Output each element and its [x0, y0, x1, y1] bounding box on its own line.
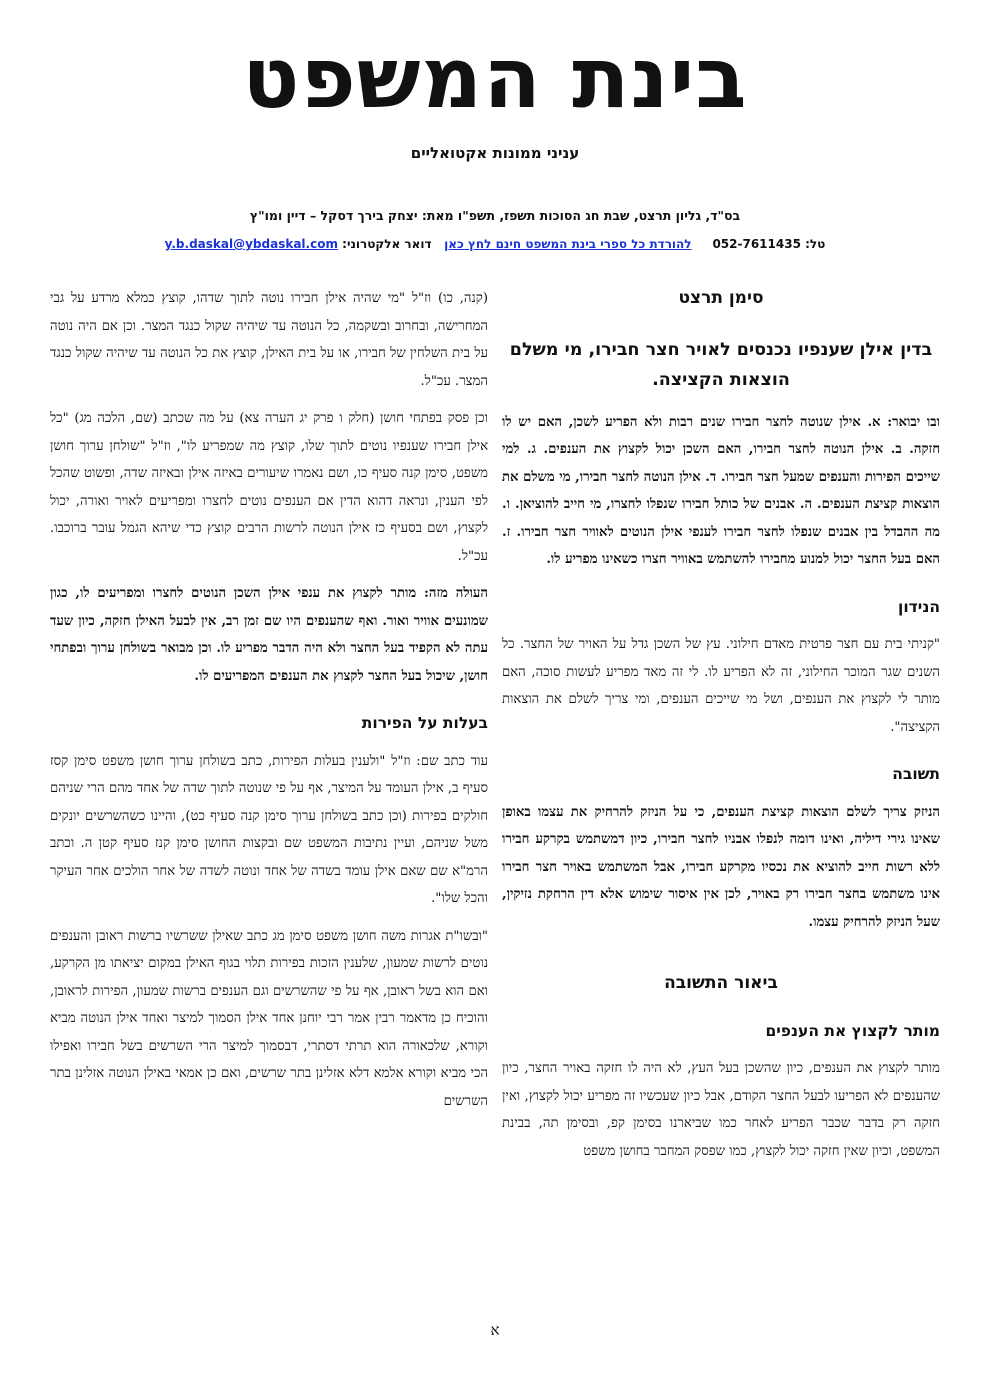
peirot-heading: בעלות על הפירות — [361, 714, 488, 732]
contact-line — [0, 237, 990, 251]
email-link[interactable]: y.b.daskal@ybdaskal.com — [164, 237, 338, 251]
conclusion-paragraph: העולה מזה: מותר לקצוץ את ענפי אילן השכן הנוטים לחצרו ומפריעים לו, כגון שמונעים אוויר ואור. ואף שהענפים היו שם זמן רב, אין לבעל האילן חזקה, כיון שעד עתה לא הקפיד בעל החצר ולא היה הדבר מפריע לו. וכן מבואר בשולחן ערוך ובפתחי חושן, שיכול בעל החצר לקצוץ את הענפים המפריעים לו. — [50, 586, 488, 684]
siman-heading: סימן תרצט — [678, 288, 764, 308]
download-link[interactable]: להורדת כל ספרי בינת המשפט חינם לחץ כאן — [444, 237, 692, 251]
summary-paragraph: ובו יבואר: א. אילן שנוטה לחצר חבירו שנים רבות ולא הפריע לשכן, האם יש לו חזקה. ב. אילן הנוטה לחצר חבירו, האם השכן יכול לקצוץ את הענפים. ג. למי שייכים הפירות והענפים שמעל חצר חבירו. ד. אילן הנוטה לחצר חבירו, מי משלם את הוצאות קציצת הענפים. ה. אבנים של כותל חבירו שנפלו לחצרו, מי חייב להוציאן. ו. מה ההבדל בין אבנים שנפלו לחצר חבירו לענפי אילן הנוטים לאוויר חצר חבירו. ז. האם בעל החצר יכול למנוע מחבירו להשתמש באוויר חצרו כשאינו מפריע לו. — [502, 414, 940, 567]
teshuva-heading: תשובה — [892, 765, 940, 783]
left-paragraph-1: (קנה, כו) וז"ל "מי שהיה אילן חבירו נוטה לתוך שדהו, קוצץ כמלא מרדע על גבי המחרישה, ובחרוב ובשקמה, כל הנוטה עד שיהיה שקול כנגד המצר. וכן אם היה נוטה על בית השלחין של חבירו, או על בית האילן, קוצץ את כל הנוטה עד שיהיה שקול כנגד המצר. עכ"ל. — [50, 291, 488, 389]
page-number: א — [490, 1321, 500, 1339]
teshuva-paragraph: הניזק צריך לשלם הוצאות קציצת הענפים, כי על הניזק להרחיק את עצמו באופן שאינו גירי דיליה, ואינו דומה לנפלו אבניו לחצר חבירו, כיון דמשתמש בקרקע חבירו ללא רשות חייב להוציא את נכסיו מקרקע חבירו, אבל המשתמש באויר חצר חבירו אינו משתמש בחצר חבירו רק באויר, לכן אין איסור שימוש אלא דין הרחקת נזיקין, שעל הניזק להרחיק עצמו. — [502, 804, 940, 930]
left-paragraph-4: עוד כתב שם: וז"ל "ולענין בעלות הפירות, כתב בשולחן ערוך חושן משפט סימן קסז סעיף ב, אילן העומד על המיצר, אף על פי שנוטה לתוך שדה של אחד מהם הרי שניהם חולקים בפירות (וכן כתב בשולחן ערוך סימן קנה סעיף כט), והיינו כשהשרשים יונקים משל שניהם, ועיין נתיבות המשפט שם ובקצות החושן סימן קנז סעיף קטן ה. וכתב הרמ"א שם שאם אילן עומד בשדה של אחד ונוטה לשדה של אחר הולכים אחר העיקר והכל שלו". — [50, 753, 488, 906]
left-paragraph-2: וכן פסק בפתחי חושן (חלק ו פרק יג הערה צא) על מה שכתב (שם, הלכה מג) "כל אילן חבירו שענפיו נוטים לתוך שלו, קוצץ מה שמפריע לו", וז"ל "שולחן ערוך חושן משפט, סימן קנה סעיף כו, ושם נאמרו שיעורים באיזה אילן ובאיזה שדה, ופשוט שהכל לפי הענין, ונראה דהוא הדין אם הענפים נוטים לחצרו ומפריעים לאויר ואורה, יכול לקצוץ, ושם בסעיף כז אילן הנוטה לרשות הרבים קוצץ כדי שיהא הגמל עובר ברוכבו. עכ"ל. — [50, 411, 488, 564]
right-column — [502, 285, 940, 1175]
mutar-paragraph: מותר לקצוץ את הענפים, כיון שהשכן בעל העץ, לא היה לו חזקה באויר החצר, כיון שהענפים לא הפריעו לבעל החצר הקודם, אבל כיון שעכשיו זה מפריע יכול לקצוץ, ואין חזקה רק בדבר שכבר הפריע לאחר כמו שביארנו בסימן קפ, ובסימן תה, בבינת המשפט, וכיון שאין חזקה יכול לקצוץ, כמו שפסק המחבר בחושן משפט — [502, 1061, 940, 1159]
left-column — [50, 285, 488, 1125]
article-headline: בדין אילן שענפיו נכנסים לאויר חצר חבירו, מי משלם הוצאות הקציצה. — [509, 339, 933, 390]
newsletter-subtitle: עניני ממונות אקטואליים — [410, 144, 580, 162]
phone-number: טל: 052-7611435 — [712, 237, 826, 251]
issue-line: בס"ד, גליון תרצט, שבת חג הסוכות תשפז, תשפ"ו מאת: יצחק בירך דסקל – דיין ומו"ץ — [249, 208, 741, 223]
biur-heading: ביאור התשובה — [664, 973, 778, 993]
newsletter-title: בינת המשפט — [242, 29, 748, 127]
left-paragraph-5: "ובשו"ת אגרות משה חושן משפט סימן מג כתב שאילן ששרשיו ברשות ראובן והענפים נוטים לרשות שמעון, שלענין הזכות בפירות תלוי בגוף האילן במקום יציאתו מן הקרקע, ואם הוא בשל ראובן, אף על פי שהשרשים וגם הענפים ברשות שמעון, הפירות לראובן, והוכיח כן מדאמר רבין אמר רבי יוחנן אחד אילן הסמוך למיצר ואחד אילן הנוטה מביא וקורא, שלכאורה הוא תרתי דסתרי, דבסמוך למיצר הרי השרשים בשל חבירו ואפילו הכי מביא וקורא אלמא דלא אזלינן בתר שרשים, ואם כן אמאי באילן הנוטה אזלינן בתר השרשים — [50, 928, 488, 1109]
nidon-paragraph: "קניתי בית עם חצר פרטית מאדם חילוני. עץ של השכן גדל על האויר של החצר. כל השנים שגר המוכר החילוני, זה לא הפריע לו. לי זה מאד מפריע לעשות סוכה, האם מותר לי לקצוץ את הענפים, ושל מי שייכים הענפים, ומי צריך לשלם את הוצאות הקציצה". — [502, 637, 940, 735]
nidon-heading: הנידון — [898, 597, 940, 616]
email-label: דואר אלקטרוני: — [342, 237, 432, 251]
mutar-heading: מותר לקצוץ את הענפים — [765, 1021, 940, 1040]
